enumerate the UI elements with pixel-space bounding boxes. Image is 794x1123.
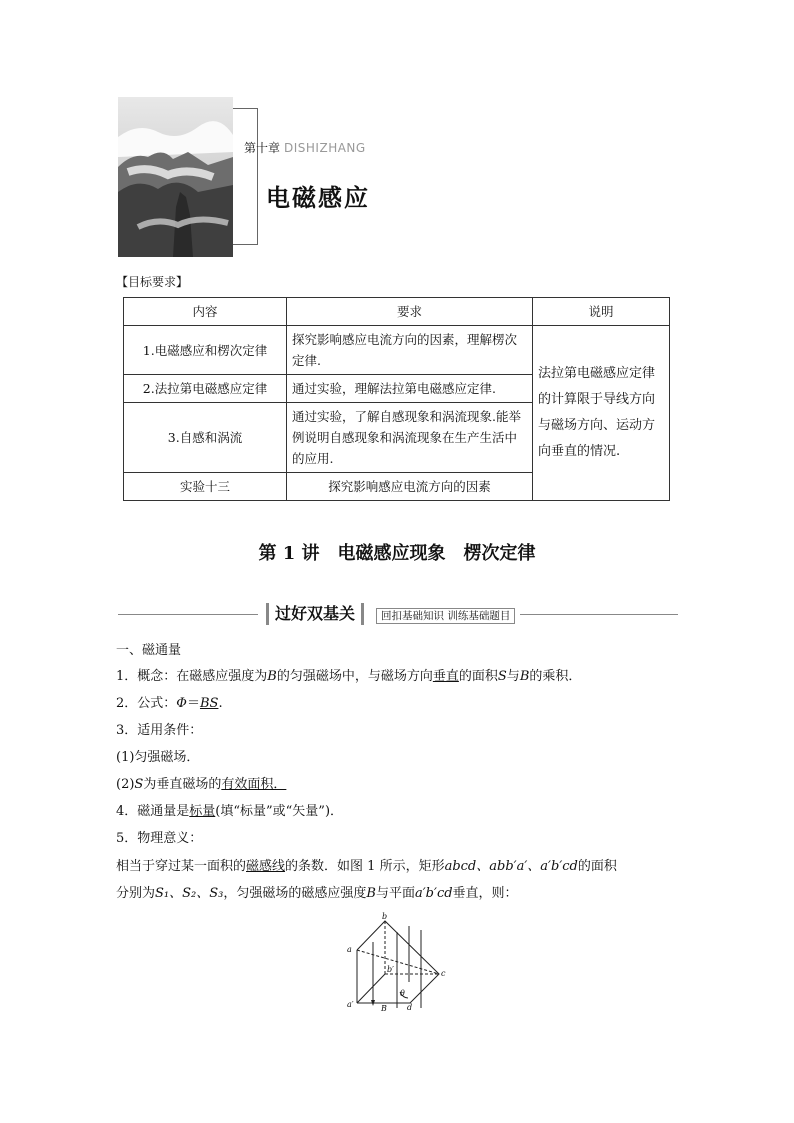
paragraph-line-1 xyxy=(116,857,617,877)
table-header: 要求 xyxy=(287,298,533,326)
table-cell-content: 1.电磁感应和楞次定律 xyxy=(124,326,287,375)
underlined-answer: 有效面积． xyxy=(221,777,287,792)
symbol-B: B xyxy=(519,669,530,684)
item-condition-1: (1)匀强磁场． xyxy=(116,750,200,765)
chapter-title: 电磁感应 xyxy=(266,184,370,212)
symbol-S: S xyxy=(134,777,144,792)
chapter-number xyxy=(244,139,366,156)
text: ，匀强磁场的磁感应强度 xyxy=(223,886,367,901)
requirements-table xyxy=(123,297,670,501)
underlined-answer: 磁感线 xyxy=(246,859,286,874)
label-a-prime: a′ xyxy=(347,1000,354,1009)
text: 的匀强磁场中，与磁场方向 xyxy=(276,669,433,684)
table-cell-content: 3.自感和涡流 xyxy=(124,403,287,473)
text: ＝ xyxy=(186,696,200,711)
chapter-number-cn: 第十章 xyxy=(244,141,281,155)
chapter-frame-line xyxy=(233,108,258,245)
table-cell-requirement: 通过实验，了解自感现象和涡流现象.能举例说明自感现象和涡流现象在生产生活中的应用. xyxy=(287,403,533,473)
label-B: B xyxy=(381,1004,387,1012)
item-conditions: 3．适用条件： xyxy=(116,723,203,738)
banner-title: 过好双基关 xyxy=(266,603,364,625)
item-meaning: 5．物理意义： xyxy=(116,831,203,846)
label-c: c xyxy=(441,969,446,978)
item-formula xyxy=(116,694,223,714)
label-b-prime: b′ xyxy=(387,965,394,974)
table-cell-requirement: 通过实验，理解法拉第电磁感应定律. xyxy=(287,375,533,403)
text: 的乘积． xyxy=(529,669,582,684)
text: (2) xyxy=(116,777,135,792)
text: 1．概念：在磁感应强度为 xyxy=(116,669,268,684)
underlined-answer: BS xyxy=(199,696,219,711)
label-d: d xyxy=(407,1003,413,1012)
item-condition-2 xyxy=(116,775,286,795)
text: 与平面 xyxy=(375,886,415,901)
banner-subtitle: 回扣基础知识 训练基础题目 xyxy=(376,608,515,624)
text: . xyxy=(218,696,223,711)
symbol-B: B xyxy=(267,669,277,684)
edge-a-prime-b-prime xyxy=(357,974,385,1003)
table-cell-content: 实验十三 xyxy=(124,473,287,501)
symbol-B: B xyxy=(366,886,376,901)
text: 分别为 xyxy=(116,886,156,901)
label-b: b xyxy=(382,912,388,921)
text: 2．公式： xyxy=(116,696,177,711)
underlined-answer: 垂直 xyxy=(432,669,459,684)
table-cell-content: 2.法拉第电磁感应定律 xyxy=(124,375,287,403)
goal-label: 【目标要求】 xyxy=(116,275,189,289)
label-theta: θ xyxy=(400,989,405,998)
text: (填“标量”或“矢量”)． xyxy=(215,804,344,819)
underlined-answer: 标量 xyxy=(189,804,216,819)
label-a: a xyxy=(347,945,352,954)
text: 的面积 xyxy=(458,669,498,684)
paragraph-line-2 xyxy=(116,884,518,904)
text: 的条数．如图 1 所示，矩形 xyxy=(285,859,445,874)
chapter-number-en: DISHIZHANG xyxy=(284,141,366,155)
text: 4．磁通量是 xyxy=(116,804,190,819)
table-cell-note: 法拉第电磁感应定律的计算限于导线方向与磁场方向、运动方向垂直的情况. xyxy=(533,326,670,501)
table-cell-requirement: 探究影响感应电流方向的因素，理解楞次定律. xyxy=(287,326,533,375)
text: 相当于穿过某一面积的 xyxy=(116,859,247,874)
table-header: 内容 xyxy=(124,298,287,326)
plane-name: a′b′cd xyxy=(414,886,453,901)
rectangle-names: abcd、abb′a′、a′b′cd xyxy=(444,859,578,874)
table-header-row xyxy=(124,298,670,326)
item-concept xyxy=(116,667,581,687)
text: 为垂直磁场的 xyxy=(143,777,222,792)
table-row xyxy=(124,326,670,375)
lecture-title: 第 1 讲 电磁感应现象 楞次定律 xyxy=(258,543,536,564)
text: 垂直，则： xyxy=(452,886,518,901)
figure-magnetic-flux-diagram xyxy=(345,912,450,1012)
area-symbols: S₁、S₂、S₃ xyxy=(155,886,224,901)
symbol-S: S xyxy=(497,669,507,684)
table-header: 说明 xyxy=(533,298,670,326)
item-scalar xyxy=(116,802,343,822)
section-heading: 一、磁通量 xyxy=(116,643,182,658)
table-cell-requirement: 探究影响感应电流方向的因素 xyxy=(287,473,533,501)
text: 与 xyxy=(506,669,520,684)
text: 的面积 xyxy=(577,859,617,874)
symbol-phi: Φ xyxy=(176,696,187,711)
